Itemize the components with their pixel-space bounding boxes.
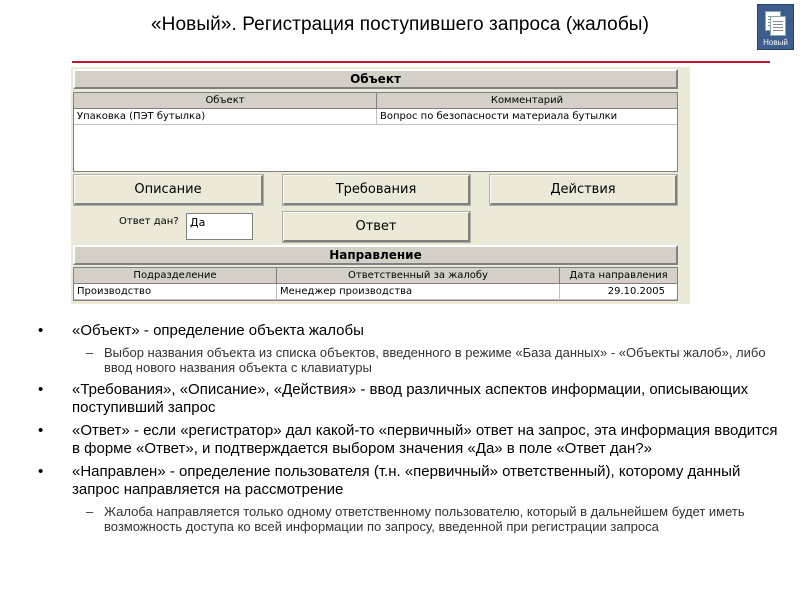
sub-bullet-text: Жалоба направляется только одному ответственному пользователю, который в дальнейшем будет иметь возможность доступа ко всей информации по запросу, введенной при регистрации запроса <box>104 504 745 534</box>
cell-date[interactable]: 29.10.2005 <box>560 284 677 300</box>
bullet-item <box>38 463 788 499</box>
description-button[interactable]: Описание <box>74 175 263 205</box>
bullet-text: «Объект» - определение объекта жалобы <box>72 322 364 339</box>
document-front-icon <box>770 16 786 36</box>
cell-department[interactable]: Производство <box>74 284 277 300</box>
column-header-department[interactable]: Подразделение <box>74 268 277 284</box>
new-icon-label: Новый <box>763 38 788 47</box>
sub-bullet-item <box>86 345 788 375</box>
bullet-item <box>38 422 788 458</box>
direction-grid[interactable] <box>73 267 678 301</box>
bullet-list <box>38 322 788 540</box>
sub-bullet-item <box>86 504 788 534</box>
object-grid-header <box>74 93 677 109</box>
object-grid[interactable] <box>73 92 678 172</box>
registration-form <box>71 67 690 304</box>
cell-comment[interactable]: Вопрос по безопасности материала бутылки <box>377 109 677 125</box>
dash-icon: – <box>86 504 94 519</box>
requirements-button[interactable]: Требования <box>283 175 470 205</box>
object-section-header: Объект <box>73 69 678 89</box>
column-header-comment[interactable]: Комментарий <box>377 93 677 109</box>
bullet-item <box>38 322 788 340</box>
column-header-date[interactable]: Дата направления <box>560 268 677 284</box>
answer-given-field[interactable]: Да <box>186 213 253 240</box>
bullet-icon: • <box>38 422 44 439</box>
answer-button[interactable]: Ответ <box>283 212 470 242</box>
sub-bullet-text: Выбор названия объекта из списка объектов, введенного в режиме «База данных» - «Объекты жалоб», либо ввод нового названия объекта с клавиатуры <box>104 345 766 375</box>
direction-grid-header <box>74 268 677 284</box>
cell-responsible[interactable]: Менеджер производства <box>277 284 560 300</box>
slide-title: «Новый». Регистрация поступившего запроса (жалобы) <box>150 14 649 35</box>
table-row[interactable] <box>74 109 677 125</box>
bullet-icon: • <box>38 381 44 398</box>
bullet-text: «Ответ» - если «регистратор» дал какой-то «первичный» ответ на запрос, эта информация вводится в форме «Ответ», и подтверждается выбором значения «Да» в поле «Ответ дан?» <box>72 422 778 457</box>
dash-icon: – <box>86 345 94 360</box>
bullet-item <box>38 381 788 417</box>
column-header-object[interactable]: Объект <box>74 93 377 109</box>
answer-given-label: Ответ дан? <box>119 216 179 227</box>
cell-object[interactable]: Упаковка (ПЭТ бутылка) <box>74 109 377 125</box>
bullet-icon: • <box>38 463 44 480</box>
bullet-icon: • <box>38 322 44 339</box>
column-header-responsible[interactable]: Ответственный за жалобу <box>277 268 560 284</box>
bullet-text: «Направлен» - определение пользователя (т.н. «первичный» ответственный), которому данный запрос направляется на рассмотрение <box>72 463 741 498</box>
title-underline <box>72 61 770 63</box>
bullet-text: «Требования», «Описание», «Действия» - ввод различных аспектов информации, описывающих поступивший запрос <box>72 381 749 416</box>
direction-section-header: Направление <box>73 245 678 265</box>
table-row[interactable] <box>74 284 677 300</box>
actions-button[interactable]: Действия <box>490 175 677 205</box>
new-document-icon[interactable] <box>757 4 794 50</box>
